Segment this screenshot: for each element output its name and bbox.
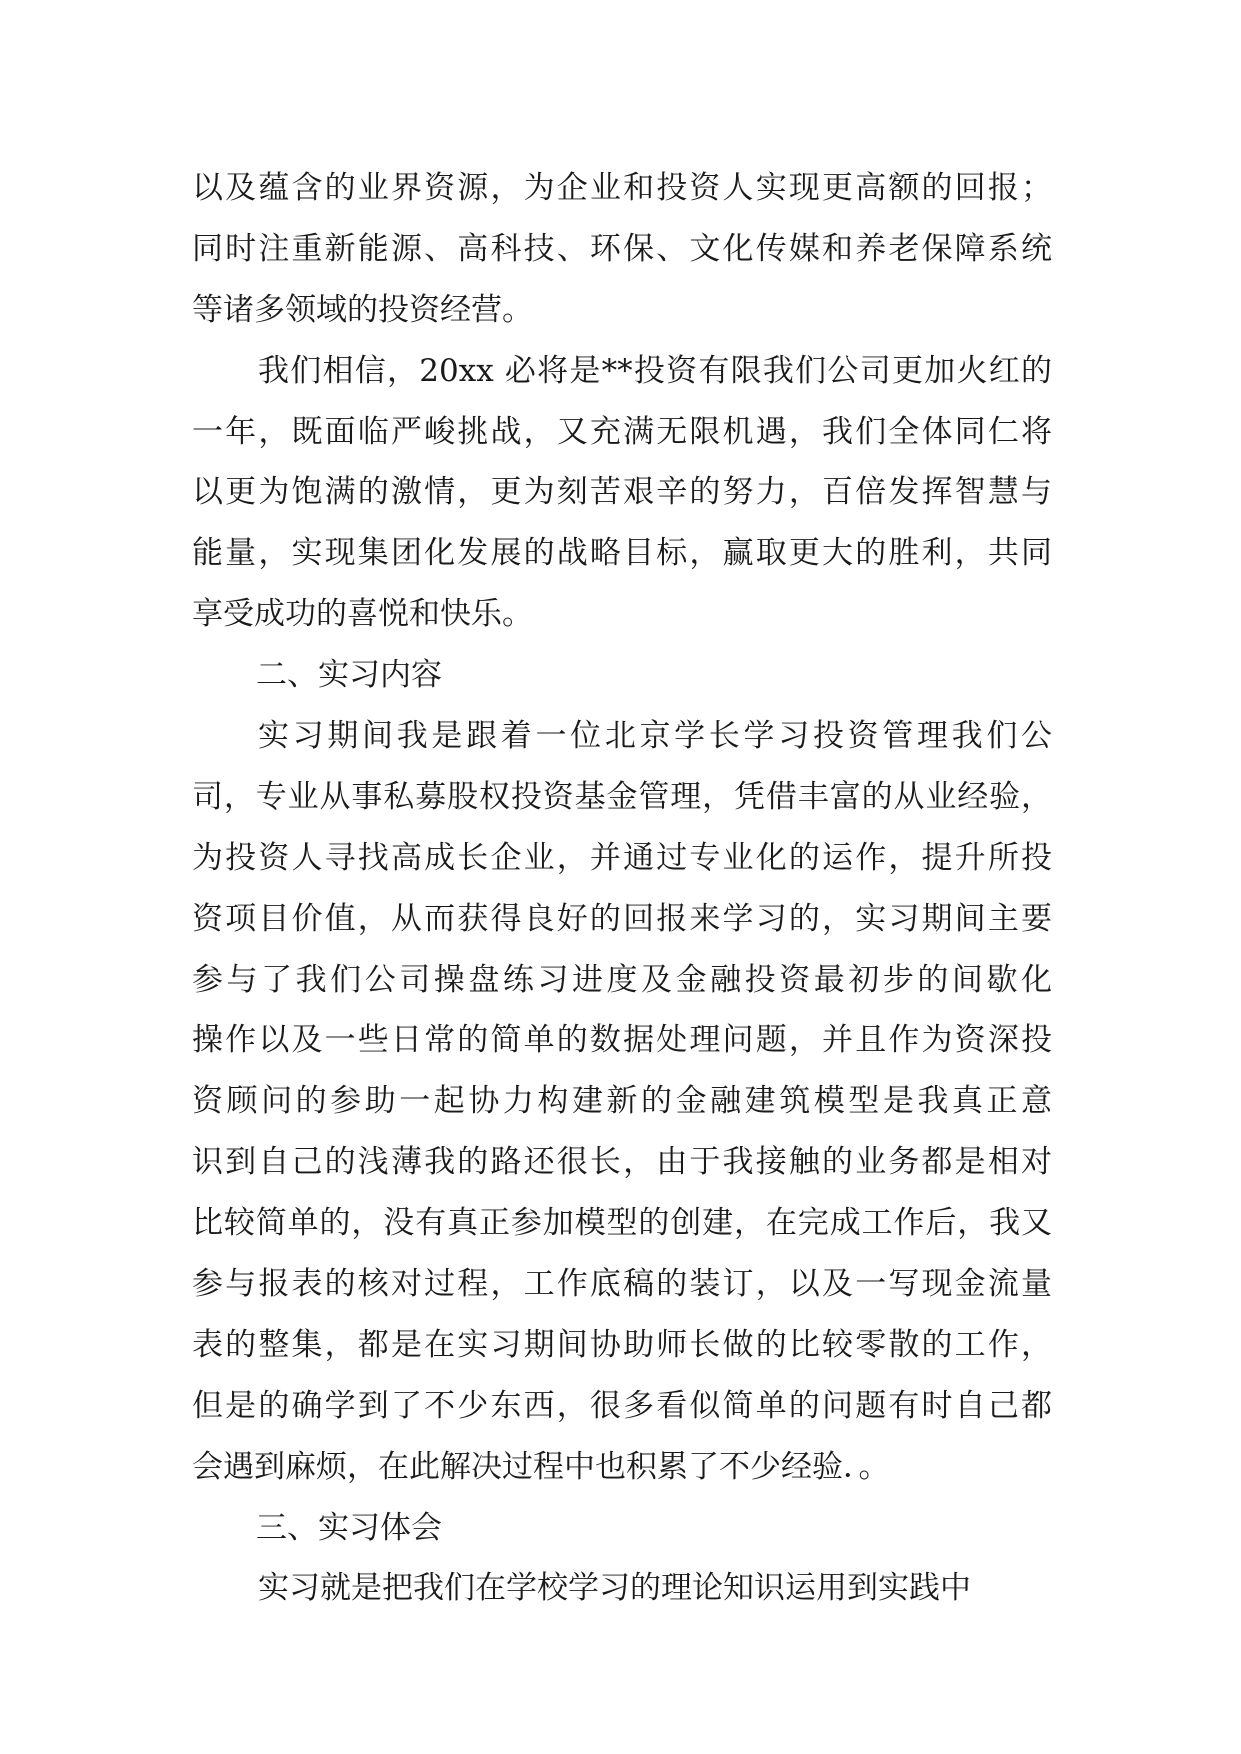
paragraph-line: 一年，既面临严峻挑战，又充满无限机遇，我们全体同仁将 [192, 413, 1052, 450]
paragraph-line: 等诸多领域的投资经营。 [192, 291, 533, 328]
paragraph-line: 资项目价值，从而获得良好的回报来学习的，实习期间主要 [192, 900, 1052, 937]
document-body [192, 158, 1052, 1619]
paragraph-line: 能量，实现集团化发展的战略目标，赢取更大的胜利，共同 [192, 535, 1052, 572]
paragraph-line: 以及蕴含的业界资源，为企业和投资人实现更高额的回报； [192, 170, 1052, 206]
paragraph-line: 我们相信，20xx 必将是**投资有限我们公司更加火红的 [258, 352, 1052, 389]
paragraph-line: 表的整集，都是在实习期间协助师长做的比较零散的工作， [192, 1326, 1052, 1363]
paragraph-line: 以更为饱满的激情，更为刻苦艰辛的努力，百倍发挥智慧与 [192, 474, 1052, 511]
section-heading: 三、实习体会 [256, 1509, 442, 1546]
paragraph-line: 资顾问的参助一起协力构建新的金融建筑模型是我真正意 [192, 1083, 1052, 1120]
paragraph-line: 司，专业从事私募股权投资基金管理，凭借丰富的从业经验， [192, 778, 1052, 815]
paragraph-line: 操作以及一些日常的简单的数据处理问题，并且作为资深投 [192, 1022, 1052, 1059]
paragraph-line: 为投资人寻找高成长企业，并通过专业化的运作，提升所投 [192, 839, 1052, 876]
paragraph-line: 识到自己的浅薄我的路还很长，由于我接触的业务都是相对 [192, 1144, 1052, 1181]
paragraph-line: 但是的确学到了不少东西，很多看似简单的问题有时自己都 [192, 1387, 1052, 1424]
paragraph-line: 实习期间我是跟着一位北京学长学习投资管理我们公 [258, 718, 1052, 755]
paragraph-line: 参与了我们公司操盘练习进度及金融投资最初步的间歇化 [192, 961, 1052, 998]
paragraph-line: 会遇到麻烦，在此解决过程中也积累了不少经验．。 [192, 1448, 890, 1485]
section-heading: 二、实习内容 [256, 657, 442, 694]
paragraph-line: 比较简单的，没有真正参加模型的创建，在完成工作后，我又 [192, 1205, 1052, 1242]
paragraph-line: 实习就是把我们在学校学习的理论知识运用到实践中 [258, 1570, 971, 1607]
paragraph-line: 同时注重新能源、高科技、环保、文化传媒和养老保障系统 [192, 230, 1052, 267]
paragraph-line: 享受成功的喜悦和快乐。 [192, 596, 533, 633]
paragraph-line: 参与报表的核对过程，工作底稿的装订，以及一写现金流量 [192, 1266, 1052, 1303]
